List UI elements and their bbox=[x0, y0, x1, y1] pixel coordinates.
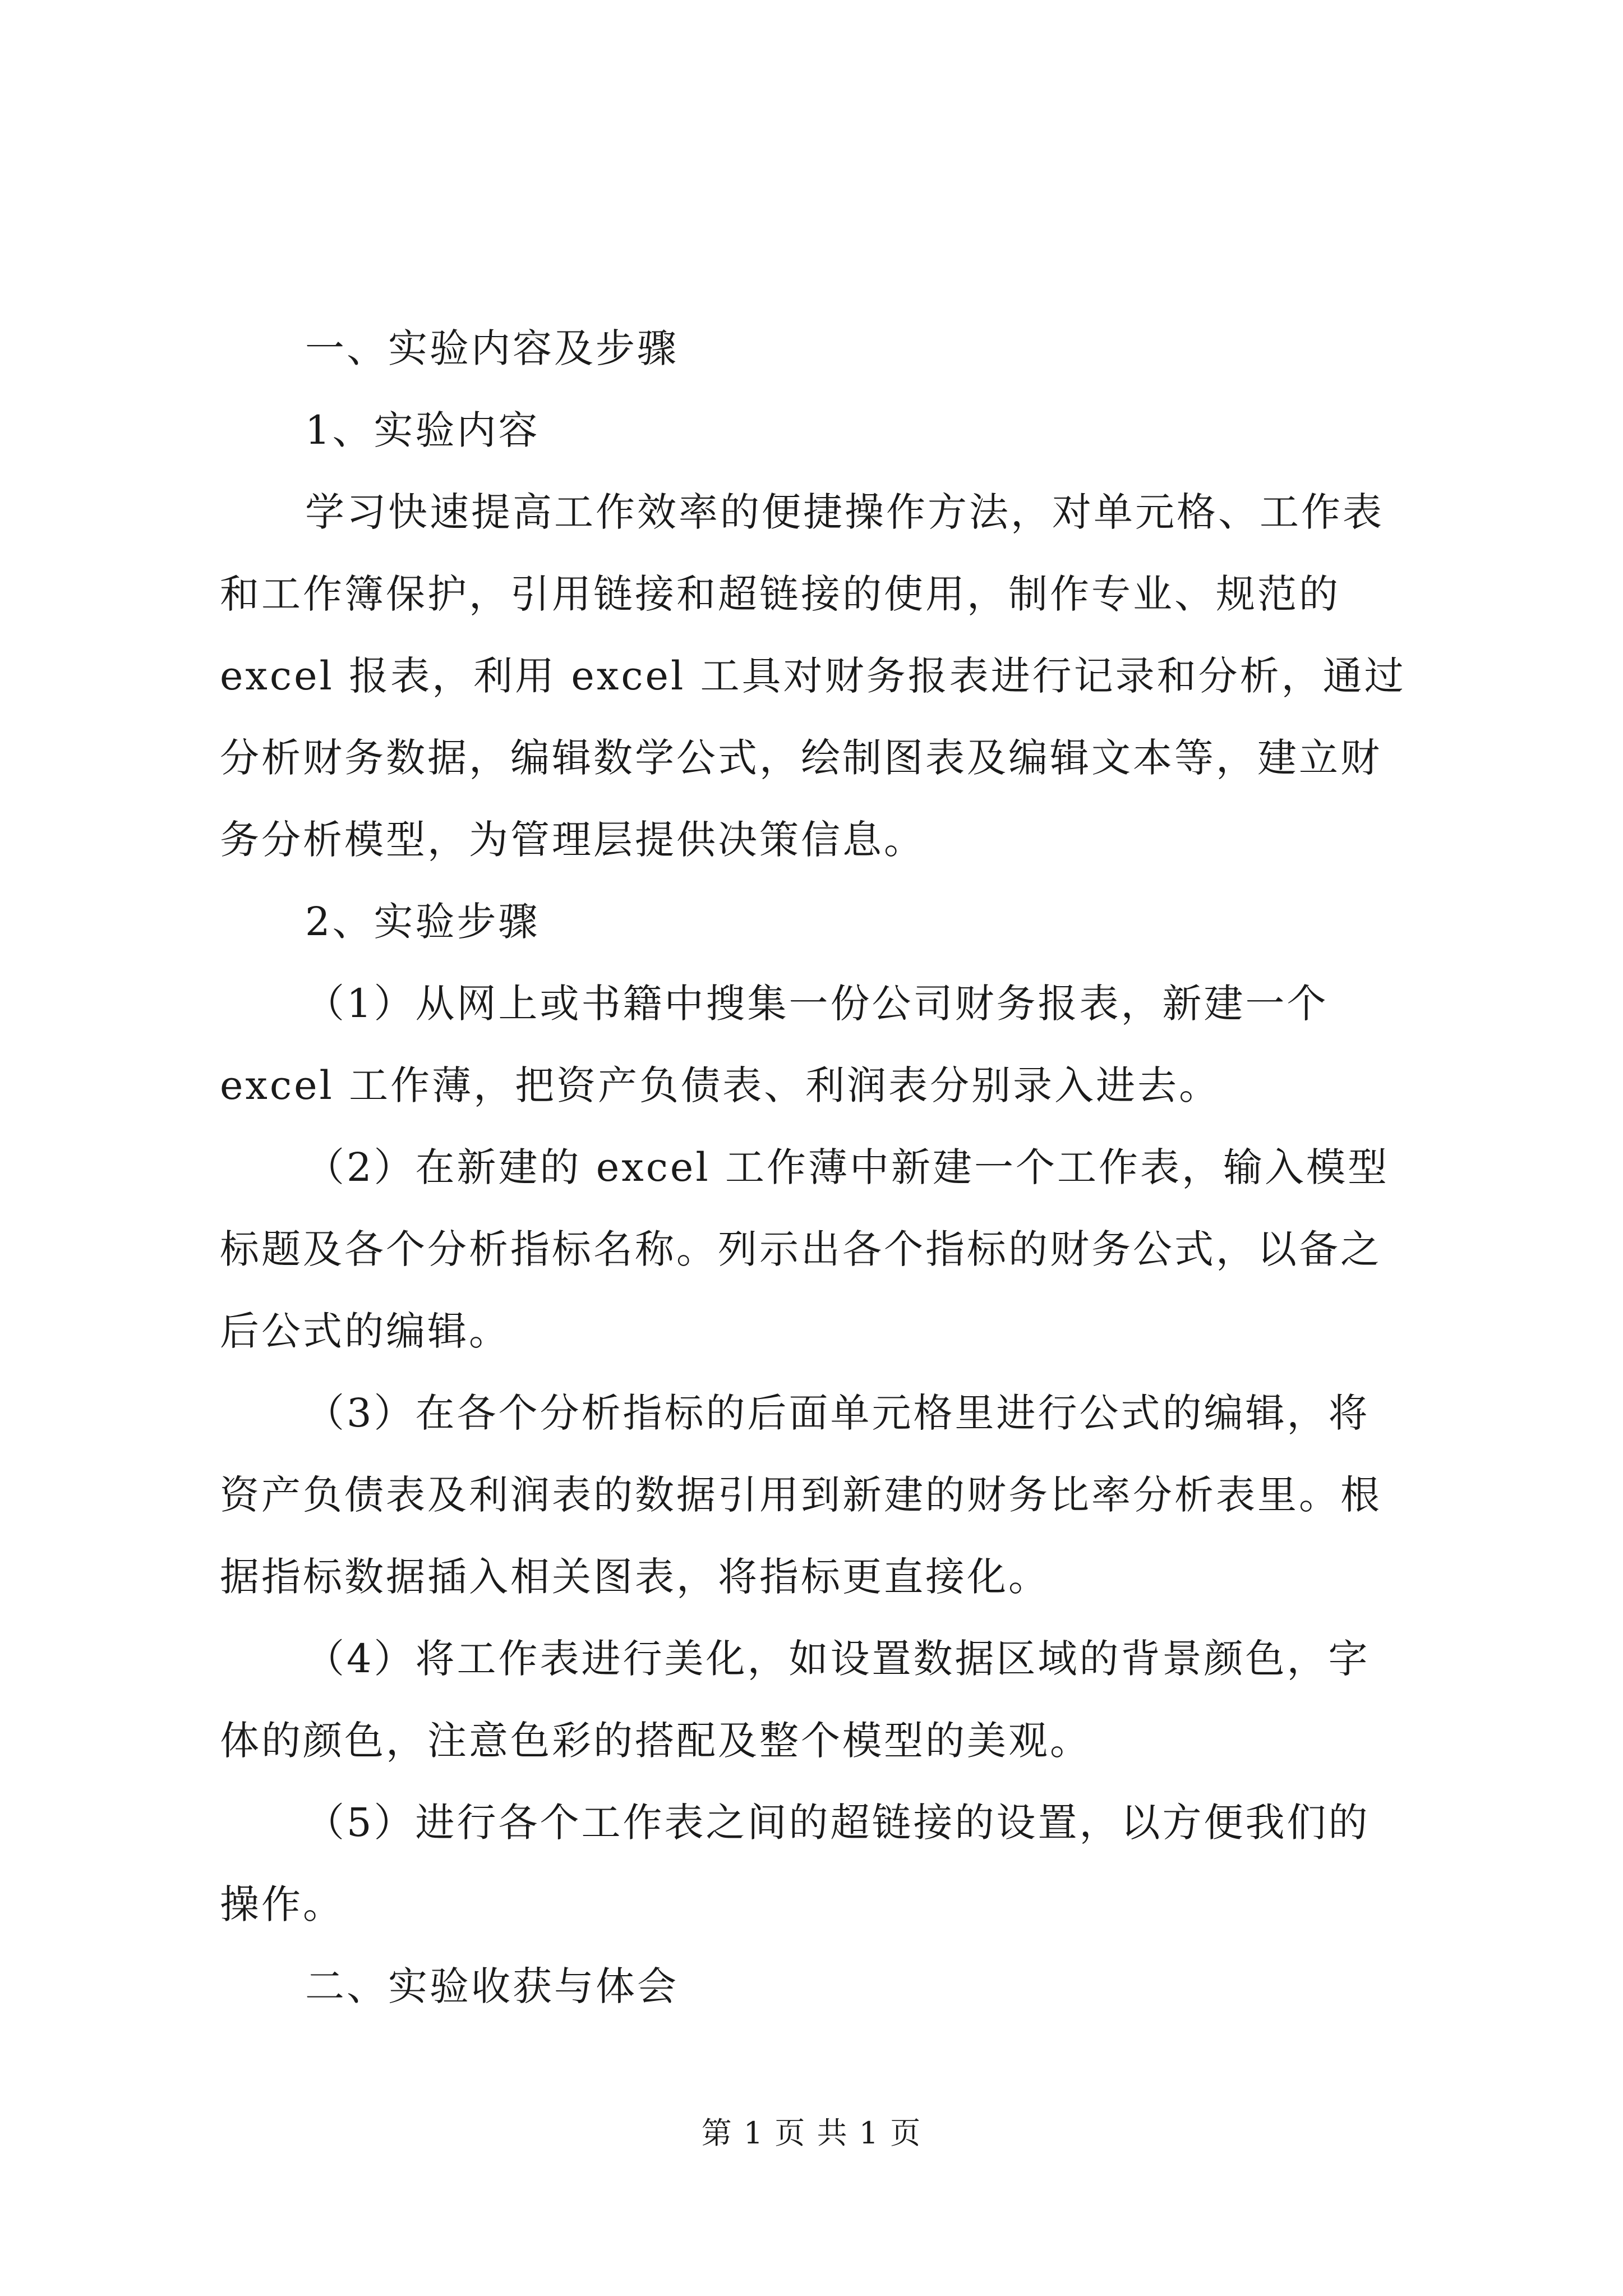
paragraph-line: excel 报表，利用 excel 工具对财务报表进行记录和分析，通过 bbox=[220, 653, 1406, 699]
step-3 bbox=[220, 1372, 1426, 1618]
step-line: 据指标数据插入相关图表，将指标更直接化。 bbox=[220, 1554, 1050, 1600]
step-line: 体的颜色，注意色彩的搭配及整个模型的美观。 bbox=[220, 1718, 1091, 1764]
step-line: 操作。 bbox=[220, 1881, 344, 1927]
step-line: （1）从网上或书籍中搜集一份公司财务报表，新建一个 bbox=[305, 981, 1329, 1027]
step-4 bbox=[220, 1618, 1426, 1782]
subheading-experiment-content: 1、实验内容 bbox=[305, 407, 540, 453]
paragraph-line: 分析财务数据，编辑数学公式，绘制图表及编辑文本等，建立财 bbox=[220, 735, 1382, 781]
step-1 bbox=[220, 963, 1426, 1126]
paragraph-line: 和工作簿保护，引用链接和超链接的使用，制作专业、规范的 bbox=[220, 571, 1340, 617]
step-5 bbox=[220, 1782, 1426, 1945]
paragraph-line: 学习快速提高工作效率的便捷操作方法，对单元格、工作表 bbox=[305, 489, 1384, 535]
step-line: excel 工作薄，把资产负债表、利润表分别录入进去。 bbox=[220, 1062, 1221, 1108]
section-heading-experiment-gains: 二、实验收获与体会 bbox=[305, 1963, 679, 2009]
step-line: （5）进行各个工作表之间的超链接的设置，以方便我们的 bbox=[305, 1800, 1370, 1846]
step-line: （3）在各个分析指标的后面单元格里进行公式的编辑，将 bbox=[305, 1390, 1370, 1436]
page-footer: 第 1 页 共 1 页 bbox=[701, 2115, 922, 2151]
step-line: 资产负债表及利润表的数据引用到新建的财务比率分析表里。根 bbox=[220, 1472, 1382, 1518]
step-line: （4）将工作表进行美化，如设置数据区域的背景颜色，字 bbox=[305, 1636, 1370, 1682]
step-line: 后公式的编辑。 bbox=[220, 1308, 510, 1354]
step-line: （2）在新建的 excel 工作薄中新建一个工作表，输入模型 bbox=[305, 1144, 1389, 1190]
paragraph-line: 务分析模型，为管理层提供决策信息。 bbox=[220, 817, 925, 863]
step-2 bbox=[220, 1126, 1426, 1372]
subheading-experiment-steps: 2、实验步骤 bbox=[305, 899, 540, 945]
step-line: 标题及各个分析指标名称。列示出各个指标的财务公式，以备之 bbox=[220, 1226, 1382, 1272]
paragraph-experiment-content bbox=[220, 471, 1426, 881]
section-heading-experiment-content: 一、实验内容及步骤 bbox=[305, 325, 679, 371]
document-body bbox=[220, 307, 1426, 2027]
